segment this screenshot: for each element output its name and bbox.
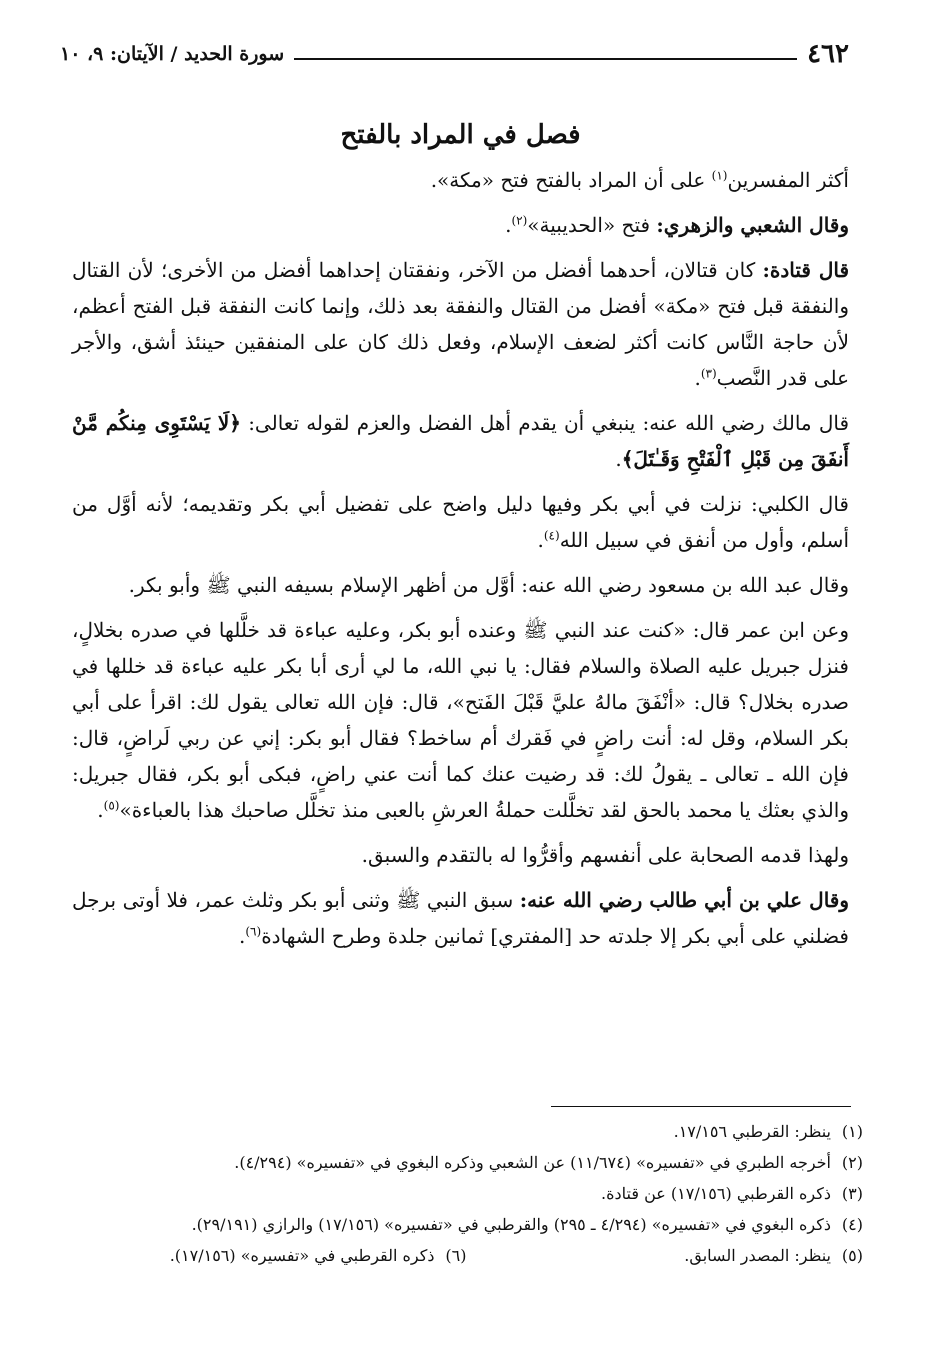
paragraph-6 xyxy=(72,567,849,603)
footnote-4 xyxy=(70,1209,863,1240)
footnote-number: (٤) xyxy=(841,1215,863,1234)
p1-text-b: على أن المراد بالفتح فتح «مكة». xyxy=(430,168,712,192)
paragraph-8 xyxy=(72,837,849,873)
p5-text-b: . xyxy=(537,528,544,552)
p9-speaker: وقال علي بن أبي طالب رضي الله عنه: xyxy=(519,888,849,912)
footnote-row-5-6 xyxy=(70,1240,863,1271)
footnote-ref-6: (٦) xyxy=(245,924,262,939)
p2-text-b: . xyxy=(505,213,512,237)
footnote-5 xyxy=(467,1240,864,1271)
running-title: سورة الحديد / الآيتان: ٩، ١٠ xyxy=(60,43,285,65)
paragraph-3 xyxy=(72,252,849,396)
footnote-number: (٣) xyxy=(841,1184,863,1203)
p7-text-b: . xyxy=(97,798,104,822)
quran-verse: ﴿لَا يَسْتَوِى مِنكُم مَّنْ أَنفَقَ مِن قَبْلِ ٱلْفَتْحِ وَقَـٰتَلَ﴾ xyxy=(72,411,849,471)
p6-text: وقال عبد الله بن مسعود رضي الله عنه: أوَّل من أظهر الإسلام بسيفه النبي ﷺ وأبو بكر. xyxy=(128,573,849,597)
footnote-text: ذكره القرطبي (١٧/١٥٦) عن قتادة. xyxy=(601,1184,831,1203)
page-header xyxy=(60,32,849,76)
footnote-2 xyxy=(70,1147,863,1178)
p4-text-a: قال مالك رضي الله عنه: ينبغي أن يقدم أهل الفضل والعزم لقوله تعالى: xyxy=(241,411,850,435)
footnote-number: (٦) xyxy=(445,1246,467,1265)
paragraph-4 xyxy=(72,405,849,477)
section-title: فصل في المراد بالفتح xyxy=(340,120,581,150)
footnote-text: ينظر: المصدر السابق. xyxy=(684,1246,831,1265)
p3-text-a: كان قتالان، أحدهما أفضل من الآخر، ونفقتان إحداهما أفضل من الأخرى؛ لأن القتال والنفقة قبل فتح «مكة» أفضل من القتال والنفقة بعد ذلك، وإنما كانت النفقة قبل الفتح أعظم، لأن حاجة النَّاس كانت أكثر لضعف الإسلام، وفعل ذلك كان على المنفقين حينئذ أشق، والأجر على قدر النَّصب xyxy=(72,258,849,390)
footnote-1 xyxy=(70,1116,863,1147)
p7-text-a: وعن ابن عمر قال: «كنت عند النبي ﷺ وعنده أبو بكر، وعليه عباءة قد خلَّلها في صدره بخلالٍ، فنزل جبريل عليه الصلاة والسلام فقال: يا نبي الله، ما لي أرى أبا بكر عليه عباءة قد خللها في صدره بخلال؟ قال: «أنْفَقَ مالهُ عليَّ قَبْلَ الفَتح»، قال: فإن الله تعالى يقول لك: اقرأ على أبي بكر السلام، وقل له: أنت راضٍ في فَقرك أم ساخط؟ فقال أبو بكر: إني عن ربي لَراضٍ، قال: فإن الله ـ تعالى ـ يقولُ لك: قد رضيت عنك كما أنت عني راضٍ، فبكى أبو بكر، فقال جبريل: والذي بعثك يا محمد بالحق لقد تخلَّلت حملةُ العرشِ بالعبى منذ تخلَّل صاحبك هذا بالعباءة» xyxy=(72,618,849,822)
footnote-text: ذكره البغوي في «تفسيره» (٤/٢٩٤ ـ ٢٩٥) والقرطبي في «تفسيره» (١٧/١٥٦) والرازي (٢٩/١٩١). xyxy=(191,1215,831,1234)
p9-text-b: . xyxy=(239,924,246,948)
footnote-ref-1: (١) xyxy=(711,168,728,183)
footnote-number: (٢) xyxy=(841,1153,863,1172)
paragraph-2 xyxy=(72,207,849,243)
header-rule xyxy=(294,58,797,60)
footnote-text: ينظر: القرطبي ١٧/١٥٦. xyxy=(673,1122,831,1141)
paragraph-5 xyxy=(72,486,849,558)
p4-text-b: . xyxy=(615,447,622,471)
footnotes xyxy=(70,1116,863,1271)
paragraph-1 xyxy=(72,162,849,198)
footnote-ref-2: (٢) xyxy=(511,213,528,228)
p9-text-a: سبق النبي ﷺ وثنى أبو بكر وثلث عمر، فلا أوتى برجل فضلني على أبي بكر إلا جلدته حد [المفتري] ثمانين جلدة وطرح الشهادة xyxy=(72,888,849,948)
footnote-text: ذكره القرطبي في «تفسيره» (١٧/١٥٦). xyxy=(169,1246,435,1265)
footnote-number: (٥) xyxy=(841,1246,863,1265)
page-number: ٤٦٢ xyxy=(807,39,849,69)
footnote-ref-4: (٤) xyxy=(543,528,560,543)
paragraph-9 xyxy=(72,882,849,954)
p1-text-a: أكثر المفسرين xyxy=(727,168,849,192)
footnote-6 xyxy=(70,1240,467,1271)
footnote-ref-3: (٣) xyxy=(700,366,717,381)
footnote-number: (١) xyxy=(841,1122,863,1141)
footnote-3 xyxy=(70,1178,863,1209)
paragraph-7 xyxy=(72,612,849,828)
p2-speaker: وقال الشعبي والزهري: xyxy=(656,213,849,237)
p5-text-a: قال الكلبي: نزلت في أبي بكر وفيها دليل واضح على تفضيل أبي بكر وتقديمه؛ لأنه أوَّل من أسلم، وأول من أنفق في سبيل الله xyxy=(72,492,849,552)
footnote-ref-5: (٥) xyxy=(103,798,120,813)
p3-text-b: . xyxy=(694,366,701,390)
footnote-separator xyxy=(551,1106,851,1107)
p8-text: ولهذا قدمه الصحابة على أنفسهم وأقرُّوا له بالتقدم والسبق. xyxy=(361,843,849,867)
main-text xyxy=(72,112,849,963)
p3-speaker: قال قتادة: xyxy=(762,258,850,282)
p2-text-a: فتح «الحديبية» xyxy=(527,213,657,237)
footnote-text: أخرجه الطبري في «تفسيره» (١١/٦٧٤) عن الشعبي وذكره البغوي في «تفسيره» (٤/٢٩٤). xyxy=(234,1153,831,1172)
